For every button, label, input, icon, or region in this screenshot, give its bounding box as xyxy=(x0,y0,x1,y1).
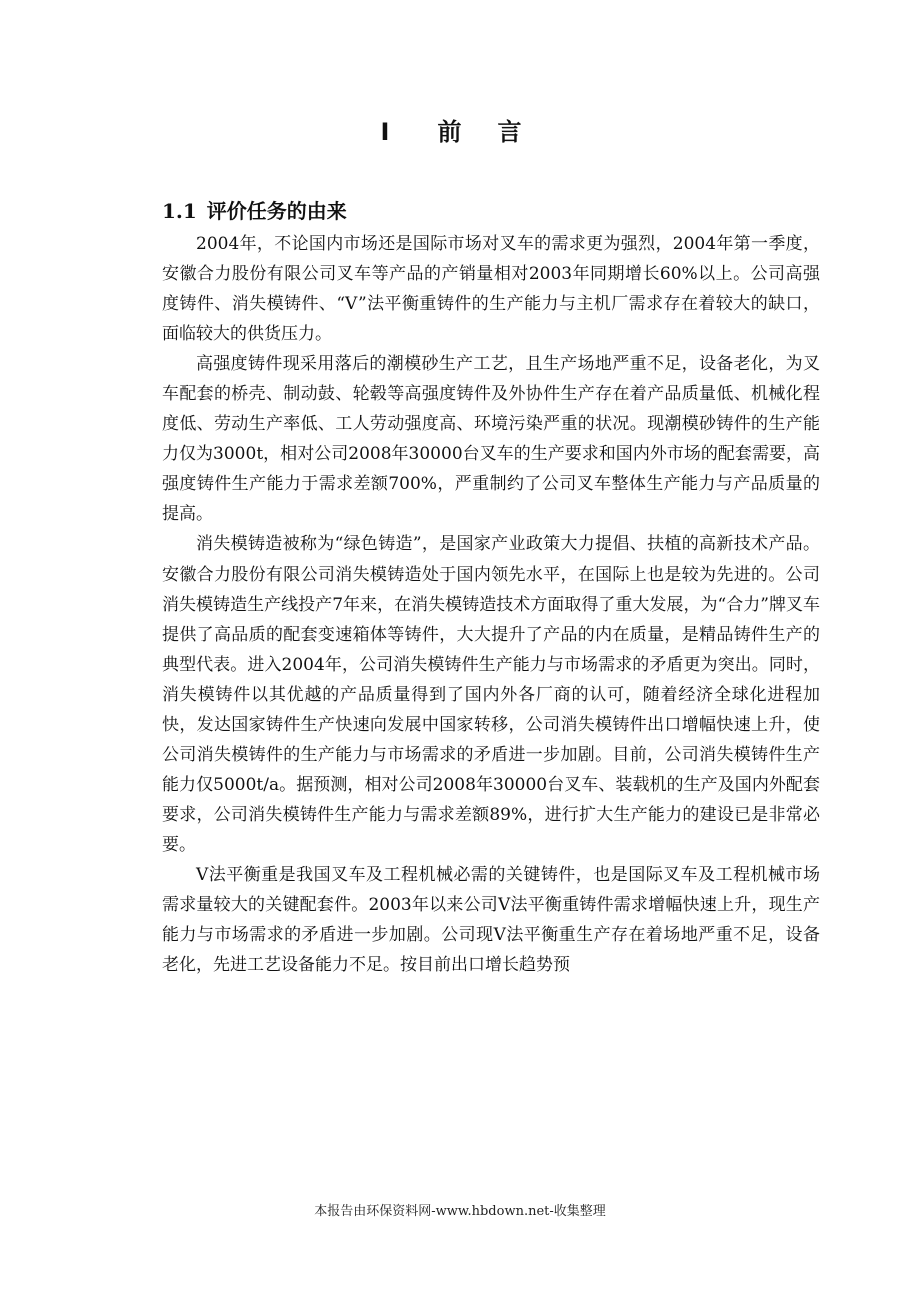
paragraph: V法平衡重是我国叉车及工程机械必需的关键铸件，也是国际叉车及工程机械市场需求量较大的关键配套件。2003年以来公司V法平衡重铸件需求增幅快速上升，现生产能力与市场需求的矛盾进一步加剧。公司现V法平衡重生产存在着场地严重不足，设备老化，先进工艺设备能力不足。按目前出口增长趋势预 xyxy=(162,864,820,976)
page-footer: 本报告由环保资料网-www.hbdown.net-收集整理 xyxy=(314,1204,606,1219)
chapter-number: I xyxy=(380,118,390,146)
chapter-title-char-1: 前 xyxy=(437,118,462,146)
section-number: 1.1 xyxy=(162,199,197,223)
paragraph: 高强度铸件现采用落后的潮模砂生产工艺，且生产场地严重不足，设备老化，为叉车配套的桥壳、制动鼓、轮毂等高强度铸件及外协件生产存在着产品质量低、机械化程度低、劳动生产率低、工人劳动强度高、环境污染严重的状况。现潮模砂铸件的生产能力仅为3000t，相对公司2008年30000台叉车的生产要求和国内外市场的配套需要，高强度铸件生产能力于需求差额700%，严重制约了公司叉车整体生产能力与产品质量的提高。 xyxy=(162,354,820,525)
section-heading xyxy=(162,194,347,228)
chapter-title xyxy=(0,112,920,152)
paragraph: 2004年，不论国内市场还是国际市场对叉车的需求更为强烈，2004年第一季度，安徽合力股份有限公司叉车等产品的产销量相对2003年同期增长60%以上。公司高强度铸件、消失模铸件、“V”法平衡重铸件的生产能力与主机厂需求存在着较大的缺口，面临较大的供货压力。 xyxy=(162,234,820,345)
chapter-title-char-2: 言 xyxy=(497,118,522,146)
section-title: 评价任务的由来 xyxy=(206,199,347,223)
paragraph: 消失模铸造被称为“绿色铸造”，是国家产业政策大力提倡、扶植的高新技术产品。安徽合力股份有限公司消失模铸造处于国内领先水平，在国际上也是较为先进的。公司消失模铸造生产线投产7年来，在消失模铸造技术方面取得了重大发展，为“合力”牌叉车提供了高品质的配套变速箱体等铸件，大大提升了产品的内在质量，是精品铸件生产的典型代表。进入2004年，公司消失模铸件生产能力与市场需求的矛盾更为突出。同时，消失模铸件以其优越的产品质量得到了国内外各厂商的认可，随着经济全球化进程加快，发达国家铸件生产快速向发展中国家转移，公司消失模铸件出口增幅快速上升，使公司消失模铸件的生产能力与市场需求的矛盾进一步加剧。目前，公司消失模铸件生产能力仅5000t/a。据预测，相对公司2008年30000台叉车、装载机的生产及国内外配套要求，公司消失模铸件生产能力与需求差额89%，进行扩大生产能力的建设已是非常必要。 xyxy=(162,534,820,855)
body-text xyxy=(162,229,820,980)
